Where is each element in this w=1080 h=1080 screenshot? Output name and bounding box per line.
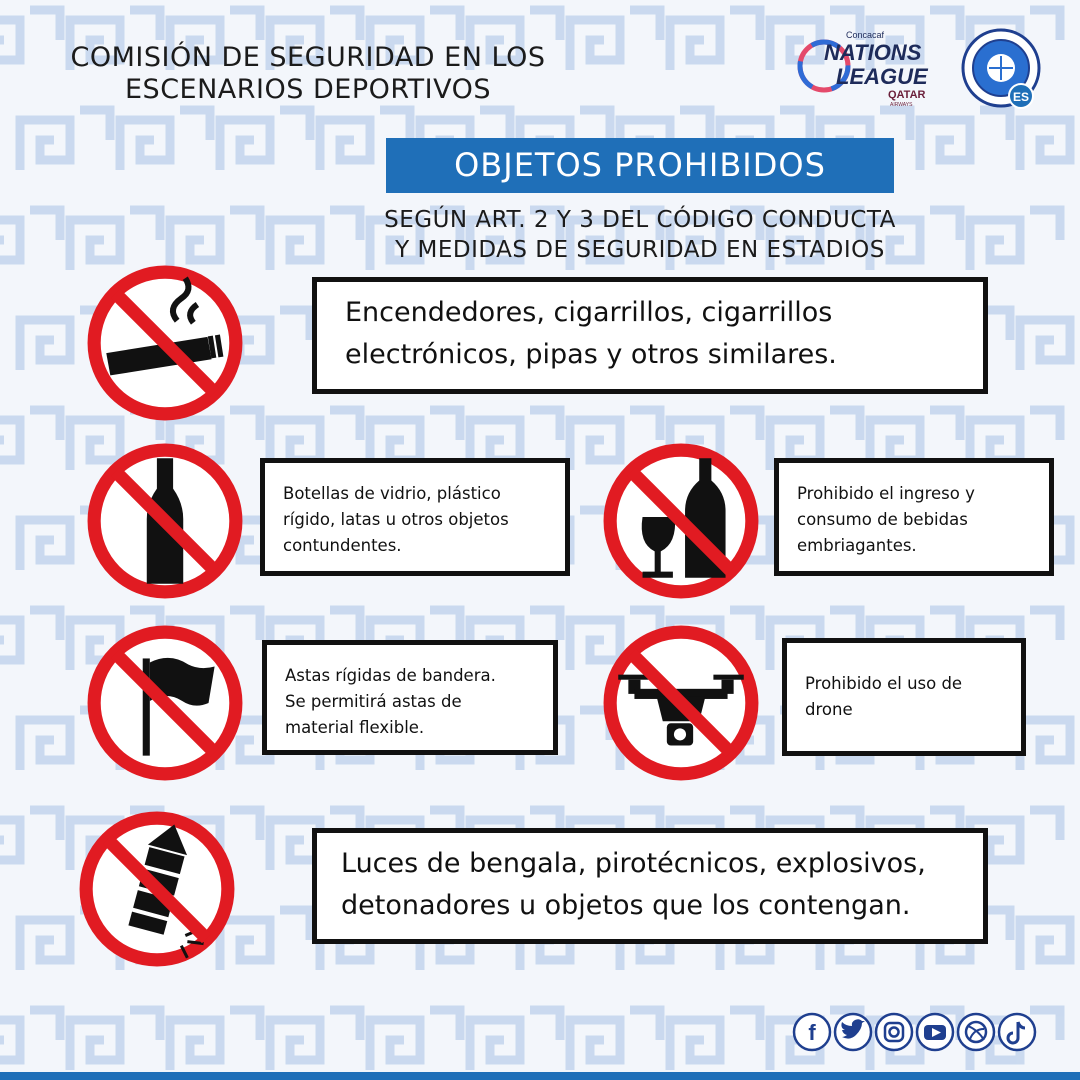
pattern-motif bbox=[120, 110, 210, 170]
item-box-bottles bbox=[260, 458, 570, 576]
no-flag-icon bbox=[84, 622, 246, 784]
federation-badge bbox=[963, 30, 1039, 108]
subtitle-line2: Y MEDIDAS DE SEGURIDAD EN ESTADIOS bbox=[395, 237, 885, 263]
instagram-icon[interactable] bbox=[876, 1014, 912, 1050]
pattern-motif bbox=[1020, 310, 1080, 370]
pattern-motif bbox=[0, 410, 60, 470]
twitter-icon[interactable] bbox=[835, 1014, 871, 1050]
item-text-line: Prohibido el ingreso y bbox=[797, 484, 975, 503]
pattern-motif bbox=[470, 1010, 560, 1070]
item-text-line: drone bbox=[805, 700, 853, 719]
logos bbox=[796, 24, 1046, 114]
item-text-line: rígido, latas u otros objetos bbox=[283, 510, 509, 529]
header-title-line1: COMISIÓN DE SEGURIDAD EN LOS bbox=[70, 42, 546, 73]
pattern-motif bbox=[920, 110, 1010, 170]
pattern-motif bbox=[570, 1010, 660, 1070]
bottom-accent-bar bbox=[0, 1072, 1080, 1080]
pattern-motif bbox=[670, 10, 760, 70]
nations-league-logo bbox=[800, 30, 929, 108]
pattern-motif bbox=[0, 1010, 60, 1070]
header-title bbox=[38, 42, 578, 106]
social-icons bbox=[792, 1010, 1038, 1054]
item-text-line: contundentes. bbox=[283, 536, 402, 555]
pattern-motif bbox=[1020, 110, 1080, 170]
pattern-motif bbox=[1020, 710, 1080, 770]
pattern-motif bbox=[1020, 910, 1080, 970]
facebook-icon[interactable] bbox=[794, 1014, 830, 1050]
nl-line2-text: LEAGUE bbox=[836, 64, 928, 89]
item-text-line: Prohibido el uso de bbox=[805, 674, 963, 693]
pattern-motif bbox=[670, 1010, 760, 1070]
pattern-motif bbox=[570, 10, 660, 70]
pattern-motif bbox=[0, 210, 60, 270]
svg-text:f: f bbox=[808, 1020, 816, 1045]
pattern-motif bbox=[370, 1010, 460, 1070]
youtube-icon[interactable] bbox=[917, 1014, 953, 1050]
item-box-drone bbox=[782, 638, 1026, 756]
no-drone-icon bbox=[600, 622, 762, 784]
objetos-prohibidos-banner: OBJETOS PROHIBIDOS bbox=[386, 138, 894, 193]
item-box-flags bbox=[262, 640, 558, 755]
item-text-line: Botellas de vidrio, plástico bbox=[283, 484, 501, 503]
item-text-line: material flexible. bbox=[285, 718, 425, 737]
pattern-motif bbox=[0, 610, 60, 670]
item-box-smoking bbox=[312, 277, 988, 394]
subtitle bbox=[330, 205, 950, 265]
item-text-line: Astas rígidas de bandera. bbox=[285, 666, 496, 685]
pattern-motif bbox=[70, 210, 160, 270]
nl-line1-text: NATIONS bbox=[824, 40, 922, 65]
item-box-fireworks bbox=[312, 828, 988, 944]
dribbble-icon[interactable] bbox=[958, 1014, 994, 1050]
pattern-motif bbox=[170, 210, 260, 270]
pattern-motif bbox=[270, 1010, 360, 1070]
no-bottle-icon bbox=[84, 440, 246, 602]
header-title-line2: ESCENARIOS DEPORTIVOS bbox=[125, 74, 491, 105]
pattern-motif bbox=[220, 110, 310, 170]
pattern-motif bbox=[0, 810, 60, 870]
item-text-line: Luces de bengala, pirotécnicos, explosivos, bbox=[341, 848, 926, 879]
no-fireworks-icon bbox=[76, 808, 238, 970]
pattern-motif bbox=[20, 110, 110, 170]
item-box-alcohol bbox=[774, 458, 1054, 576]
nl-small-text: Concacaf bbox=[846, 30, 885, 40]
item-text-line: electrónicos, pipas y otros similares. bbox=[345, 339, 837, 370]
subtitle-line1: SEGÚN ART. 2 Y 3 DEL CÓDIGO CONDUCTA bbox=[384, 207, 896, 233]
fed-badge-text: ES bbox=[1012, 90, 1030, 104]
no-alcohol-icon bbox=[600, 440, 762, 602]
pattern-motif bbox=[970, 210, 1060, 270]
item-text-line: embriagantes. bbox=[797, 536, 917, 555]
item-text-line: Encendedores, cigarrillos, cigarrillos bbox=[345, 297, 833, 328]
item-text-line: Se permitirá astas de bbox=[285, 692, 462, 711]
nl-sponsor-sub-text: AIRWAYS bbox=[890, 102, 913, 108]
pattern-motif bbox=[70, 1010, 160, 1070]
item-text-line: detonadores u objetos que los contengan. bbox=[341, 890, 911, 921]
nl-sponsor-text: QATAR bbox=[888, 89, 926, 101]
pattern-motif bbox=[170, 1010, 260, 1070]
no-smoking-icon bbox=[84, 262, 246, 424]
tiktok-icon[interactable] bbox=[999, 1014, 1035, 1050]
item-text-line: consumo de bebidas bbox=[797, 510, 968, 529]
